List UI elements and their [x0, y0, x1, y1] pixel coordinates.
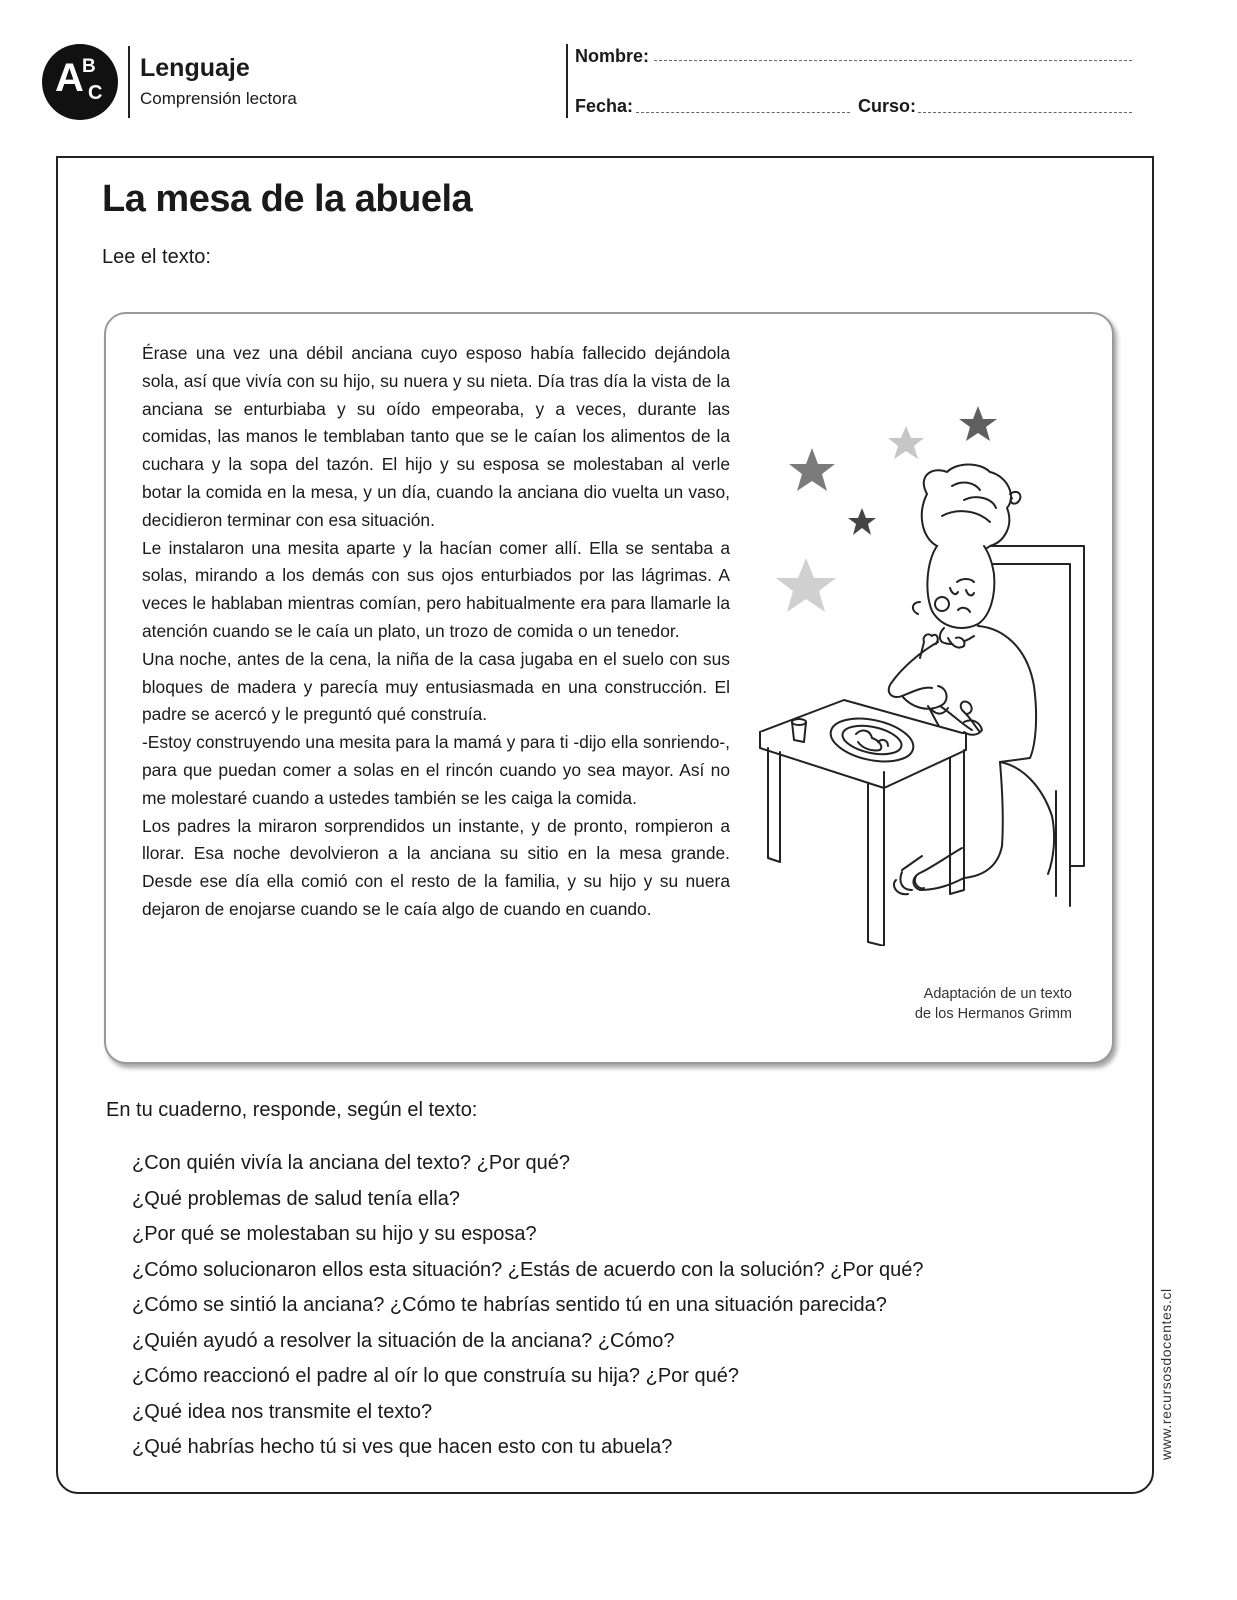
- question-item: ¿Qué problemas de salud tenía ella?: [132, 1187, 460, 1210]
- grandmother-illustration: [752, 396, 1092, 946]
- course-field[interactable]: [918, 112, 1132, 113]
- question-item: ¿Cómo solucionaron ellos esta situación? ¿Estás de acuerdo con la solución? ¿Por qué?: [132, 1258, 924, 1281]
- logo-letter-a: A: [55, 56, 84, 100]
- story-paragraph: Érase una vez una débil anciana cuyo esposo había fallecido dejándola sola, así que vivía con su hijo, su nuera y su nieta. Día tras día la vista de la anciana se enturbiaba y su oído empeoraba, y a veces, durante las comidas, las manos le temblaban tanto que se le caían los alimentos de la cuchara y la sopa del tazón. El hijo y su esposa se molestaban al verle botar la comida en la mesa, y un día, cuando la anciana dio vuelta un vaso, decidieron terminar con esa situación.: [142, 343, 730, 530]
- date-label: Fecha:: [575, 96, 634, 116]
- course-label: Curso:: [858, 96, 916, 116]
- abc-logo: [42, 44, 118, 120]
- date-field[interactable]: [636, 112, 850, 113]
- questions-list: [132, 1146, 924, 1466]
- subject-title: Lenguaje: [140, 54, 250, 82]
- star-icon: [888, 426, 924, 459]
- fields-divider: [566, 44, 568, 118]
- question-item: ¿Qué idea nos transmite el texto?: [132, 1400, 433, 1423]
- side-url: www.recursosdocentes.cl: [1158, 1288, 1174, 1460]
- question-item: ¿Por qué se molestaban su hijo y su esposa?: [132, 1223, 537, 1245]
- page-title: La mesa de la abuela: [102, 178, 473, 220]
- question-item: ¿Qué habrías hecho tú si ves que hacen esto con tu abuela?: [132, 1436, 673, 1458]
- star-icon: [776, 558, 836, 612]
- name-label: Nombre:: [575, 46, 650, 66]
- story-paragraph: Los padres la miraron sorprendidos un instante, y de pronto, rompieron a llorar. Esa noche devolvieron a la anciana su sitio en la mesa grande. Desde ese día ella comió con el resto de la familia, y su hijo y su nuera dejaron de enojarse cuando se le caía algo de cuando en cuando.: [142, 815, 730, 919]
- story-text: [142, 340, 730, 924]
- question-item: ¿Con quién vivía la anciana del texto? ¿Por qué?: [132, 1152, 571, 1174]
- story-paragraph: Le instalaron una mesita aparte y la hacían comer allí. Ella se sentaba a solas, mirando a los demás con sus ojos enturbiados por las lágrimas. A veces le hablaban mientras comían, pero habitualmente era para llamarle la atención cuando se le caía un plato, un trozo de comida o un tenedor.: [142, 537, 730, 641]
- header-divider: [128, 46, 130, 118]
- star-icon: [848, 508, 876, 535]
- logo-letter-b: B: [82, 56, 96, 77]
- credit-line: Adaptación de un texto: [923, 986, 1072, 1002]
- subject-subtitle: Comprensión lectora: [140, 89, 297, 108]
- name-field[interactable]: [654, 60, 1132, 61]
- read-prompt: Lee el texto:: [102, 246, 211, 268]
- story-paragraph: Una noche, antes de la cena, la niña de la casa jugaba en el suelo con sus bloques de madera y parecía muy entusiasmada en una construcción. El padre se acercó y le preguntó qué construía.: [142, 648, 730, 725]
- credit-line: de los Hermanos Grimm: [914, 1006, 1072, 1022]
- logo-letter-c: C: [88, 82, 103, 104]
- story-paragraph: -Estoy construyendo una mesita para la mamá y para ti -dijo ella sonriendo-, para que puedan comer a solas en el rincón cuando yo sea mayor. Así no me molestaré cuando a ustedes también se les caiga la comida.: [142, 732, 730, 808]
- question-item: ¿Quién ayudó a resolver la situación de la anciana? ¿Cómo?: [132, 1329, 675, 1352]
- story-credit: [880, 984, 1072, 1024]
- question-item: ¿Cómo reaccionó el padre al oír lo que construía su hija? ¿Por qué?: [132, 1365, 740, 1387]
- star-icon: [959, 406, 997, 441]
- questions-instructions: En tu cuaderno, responde, según el texto:: [106, 1099, 478, 1121]
- question-item: ¿Cómo se sintió la anciana? ¿Cómo te habrías sentido tú en una situación parecida?: [132, 1294, 887, 1316]
- star-icon: [789, 448, 835, 491]
